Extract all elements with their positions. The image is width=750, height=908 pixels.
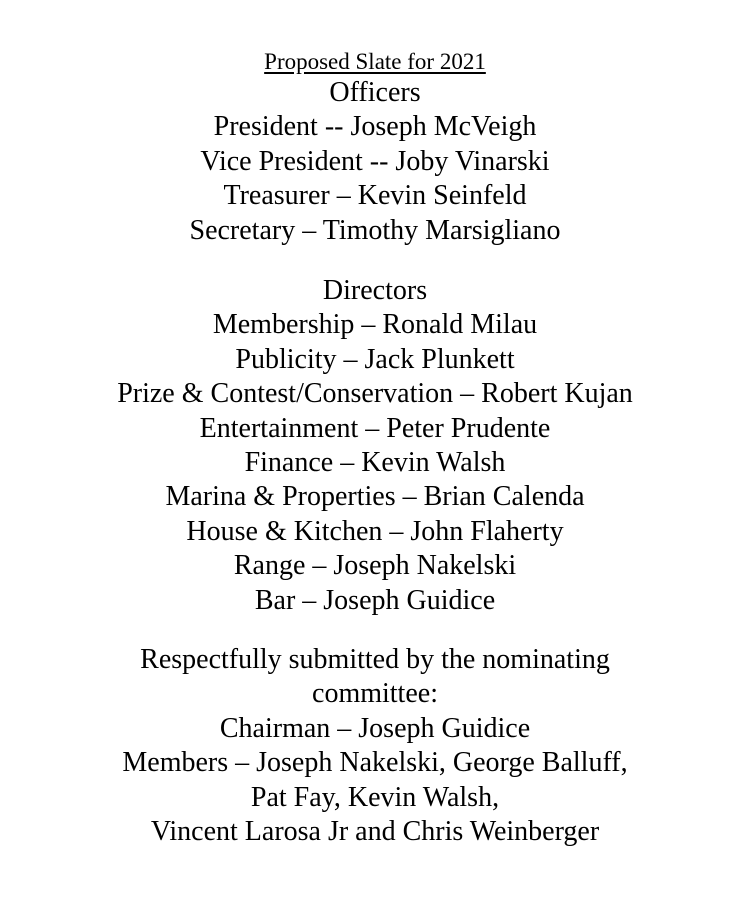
- directors-section: [0, 274, 750, 618]
- members-line: Vincent Larosa Jr and Chris Weinberger: [150, 815, 600, 847]
- officers-title: Officers: [329, 77, 421, 108]
- directors-title: Directors: [322, 275, 428, 306]
- director-line: Finance – Kevin Walsh: [244, 446, 506, 478]
- director-line: House & Kitchen – John Flaherty: [186, 515, 564, 547]
- director-line: Prize & Contest/Conservation – Robert Kujan: [117, 378, 633, 410]
- officer-line: Vice President -- Joby Vinarski: [200, 145, 550, 177]
- officer-line: Secretary – Timothy Marsigliano: [189, 214, 561, 246]
- submission-line: Respectfully submitted by the nominating: [140, 644, 610, 675]
- submission-line: committee:: [312, 678, 438, 710]
- chairman-line: Chairman – Joseph Guidice: [219, 712, 531, 744]
- director-line: Publicity – Jack Plunkett: [235, 343, 515, 375]
- submission-section: [0, 643, 750, 849]
- officers-section: [0, 76, 750, 248]
- members-line: Members – Joseph Nakelski, George Balluff,: [122, 747, 628, 779]
- director-line: Membership – Ronald Milau: [212, 309, 538, 341]
- members-line: Pat Fay, Kevin Walsh,: [250, 781, 500, 813]
- director-line: Range – Joseph Nakelski: [233, 550, 517, 582]
- director-line: Marina & Properties – Brian Calenda: [165, 481, 585, 513]
- officer-line: Treasurer – Kevin Seinfeld: [223, 180, 527, 212]
- document-heading: Proposed Slate for 2021: [264, 49, 486, 74]
- director-line: Bar – Joseph Guidice: [254, 584, 496, 616]
- officer-line: President -- Joseph McVeigh: [213, 111, 537, 143]
- director-line: Entertainment – Peter Prudente: [199, 412, 551, 444]
